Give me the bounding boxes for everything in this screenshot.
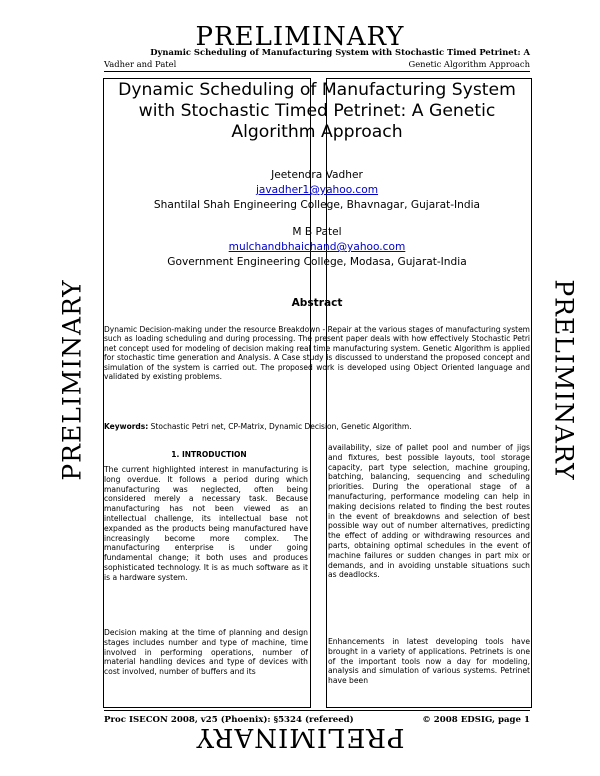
keywords [104,422,530,431]
running-header-authors: Vadher and Patel [104,59,177,69]
watermark-right: PRELIMINARY [549,279,579,481]
paper-title: Dynamic Scheduling of Manufacturing System with Stochastic Timed Petrinet: A Genetic Algorithm Approach [118,80,516,142]
left-column [104,465,308,583]
watermark-top: PRELIMINARY [195,22,405,52]
author-email-link[interactable]: javadher1@yahoo.com [255,184,379,196]
author-name: M B Patel [292,226,342,238]
author-1 [104,168,530,213]
paragraph: The current highlighted interest in manufacturing is long overdue. It follows a period during which manufacturing was neglected, often being considered merely a necessary task. Because manufacturing has not been viewed as an intellectual challenge, its intellectual base not expanded as the products being manufactured have increasingly become more complex. The manufacturing enterprise is under going fundamental change; it both uses and produces sophisticated technology. It is as much software as it is a hardware system. [104,465,308,582]
keywords-text: Stochastic Petri net, CP-Matrix, Dynamic Decision, Genetic Algorithm. [150,422,412,431]
left-column-2 [104,628,308,677]
running-header-subtitle: Genetic Algorithm Approach [408,59,530,69]
header-rule [104,71,530,72]
footer-rule [104,710,530,711]
right-column [328,443,530,580]
paragraph: Decision making at the time of planning and design stages includes number and type of machine, time involved in performing operations, number of material handling devices and type of devices with cost involved, number of buffers and its [104,628,308,677]
footer-copyright: © 2008 EDSIG, page 1 [422,715,530,725]
right-column-2 [328,637,530,686]
keywords-label: Keywords: [104,422,149,431]
author-affiliation: Shantilal Shah Engineering College, Bhavnagar, Gujarat-India [153,199,481,211]
paragraph: Enhancements in latest developing tools have brought in a variety of applications. Petrinets is one of the important tools now a day for modeling, analysis and simulation of various systems. Petrinet have been [328,637,530,686]
running-header-title: Dynamic Scheduling of Manufacturing System with Stochastic Timed Petrinet: A [150,47,530,57]
abstract-text: Dynamic Decision-making under the resource Breakdown - Repair at the various stages of manufacturing system such as loading scheduling and during processing. The present paper deals with how effectively Stochastic Petri net concept used for modeling of decision making real time manufacturing system. Genetic Algorithm is applied for stochastic time generation and Analysis. A Case study is discussed to understand the proposed concept and simulation of the system is carried out. The proposed work is developed using Object Oriented language and validated by existing problems. [104,325,530,382]
abstract-heading: Abstract [291,297,343,309]
watermark-bottom: PRELIMINARY [195,722,405,752]
author-name: Jeetendra Vadher [271,169,363,181]
paragraph: availability, size of pallet pool and number of jigs and fixtures, best possible layouts, tool storage capacity, part type selection, machine grouping, batching, balancing, sequencing and scheduling priorities. During the operational stage of a manufacturing, performance modeling can help in making decisions related to finding the best routes in the event of breakdowns and selection of best possible way out of number alternatives, predicting the effect of adding or withdrawing resources and parts, obtaining optimal schedules in the event of machine failures or sudden changes in part mix or demands, and in avoiding unstable situations such as deadlocks. [328,443,530,580]
author-affiliation: Government Engineering College, Modasa, Gujarat-India [167,256,467,268]
footer-citation: Proc ISECON 2008, v25 (Phoenix): §5324 (refereed) [104,715,354,725]
section-heading: 1. INTRODUCTION [171,450,247,459]
watermark-left: PRELIMINARY [57,279,87,481]
author-2 [104,225,530,270]
author-email-link[interactable]: mulchandbhaichand@yahoo.com [228,241,406,253]
